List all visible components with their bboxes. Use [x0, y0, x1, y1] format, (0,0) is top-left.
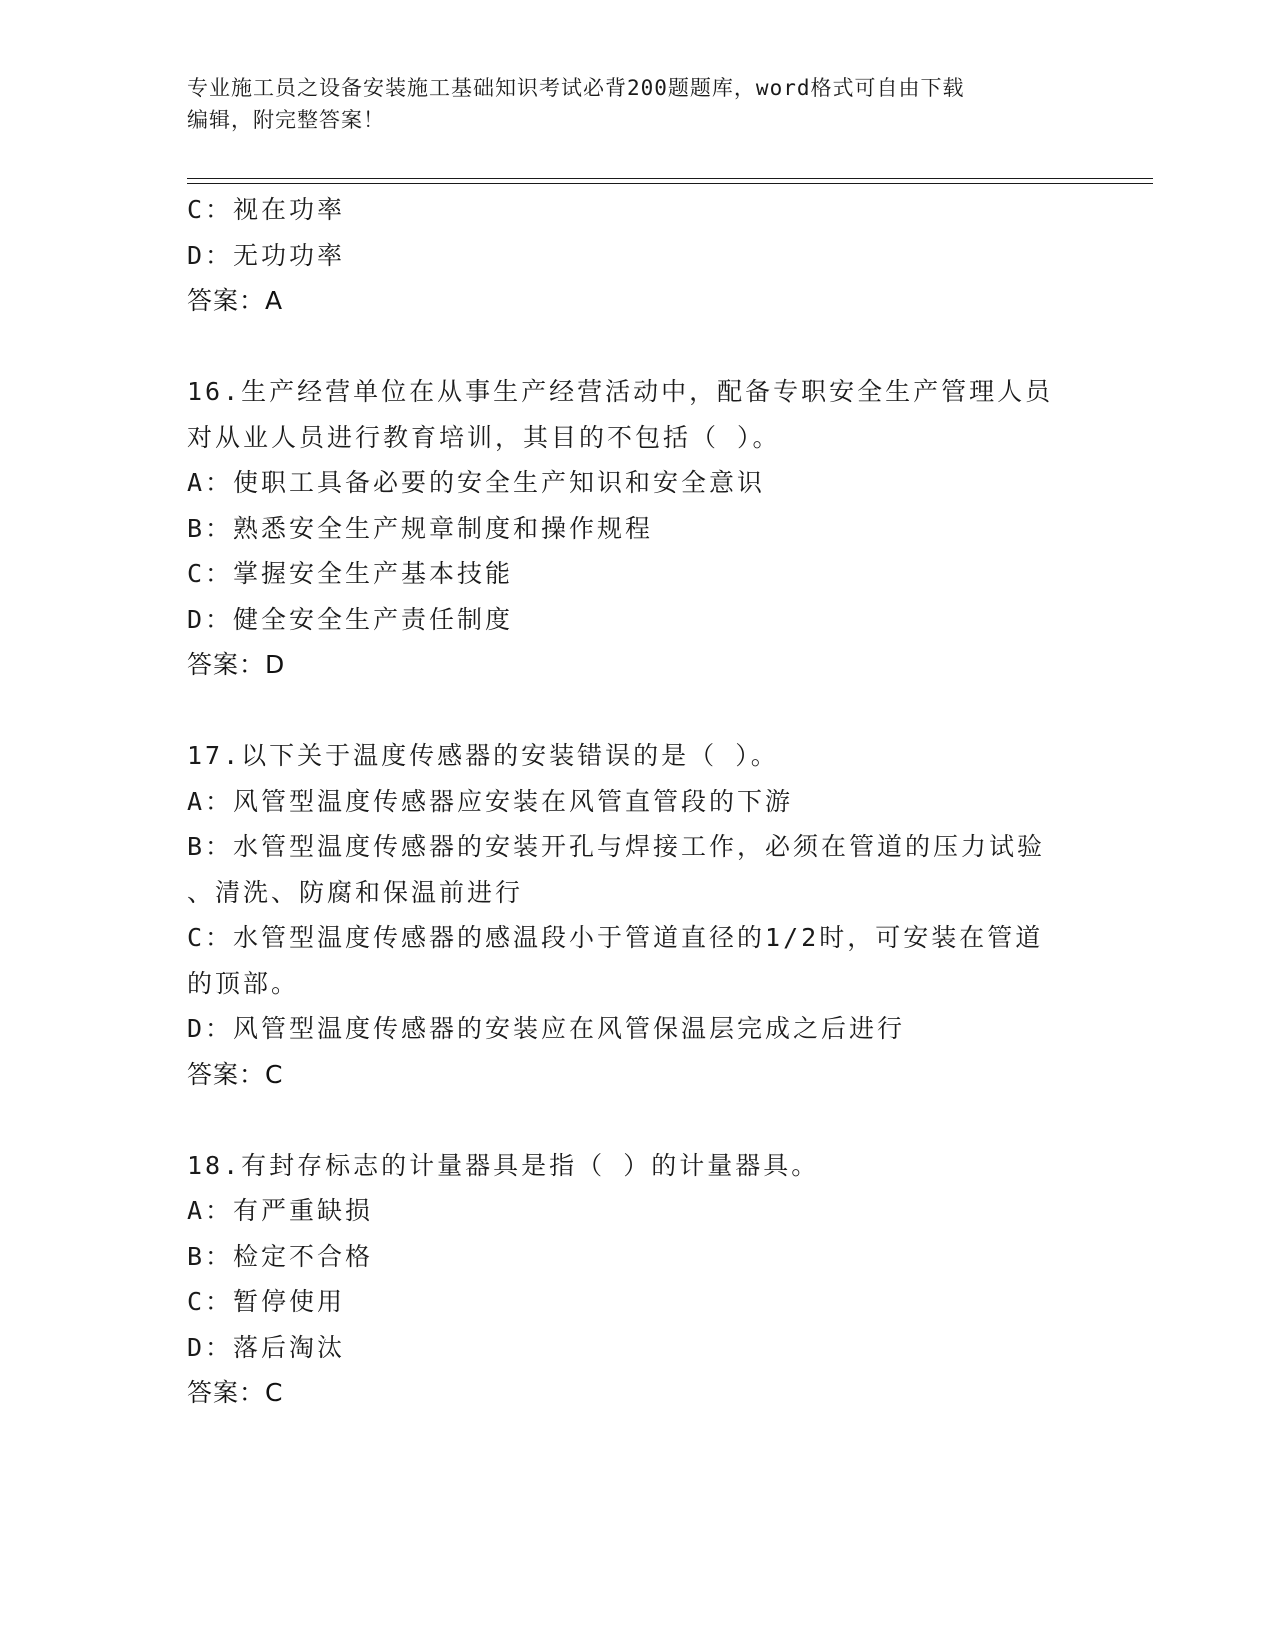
option-b-continued: 、清洗、防腐和保温前进行: [187, 877, 524, 907]
document-header: [187, 72, 1067, 136]
answer: 答案：C: [187, 1059, 284, 1089]
option-b: B：检定不合格: [187, 1241, 374, 1271]
option-c: C：视在功率: [187, 195, 346, 224]
option-d: D：落后淘汰: [187, 1332, 346, 1362]
question-15-tail: [187, 187, 1087, 324]
answer: 答案：A: [187, 286, 284, 315]
question-17: [187, 733, 1087, 1097]
header-divider-top: [187, 178, 1153, 179]
question-list: [187, 187, 1087, 1416]
spacer: [187, 1097, 1087, 1143]
spacer: [187, 688, 1087, 734]
header-line-2: 编辑，附完整答案！: [187, 108, 385, 132]
answer: 答案：D: [187, 650, 286, 679]
question-stem: 16.生产经营单位在从事生产经营活动中，配备专职安全生产管理人员: [187, 377, 1054, 406]
question-stem: 18.有封存标志的计量器具是指（ ）的计量器具。: [187, 1150, 820, 1180]
question-stem: 17.以下关于温度传感器的安装错误的是（ ）。: [187, 741, 779, 770]
option-c: C：暂停使用: [187, 1287, 346, 1316]
answer: 答案：C: [187, 1378, 284, 1407]
option-a: A：有严重缺损: [187, 1196, 374, 1225]
option-b: B：熟悉安全生产规章制度和操作规程: [187, 513, 654, 543]
option-d: D：无功功率: [187, 240, 346, 270]
option-b: B：水管型温度传感器的安装开孔与焊接工作，必须在管道的压力试验: [187, 832, 1046, 861]
spacer: [187, 324, 1087, 370]
option-c: C：水管型温度传感器的感温段小于管道直径的1/2时，可安装在管道: [187, 923, 1044, 952]
header-line-1: 专业施工员之设备安装施工基础知识考试必背200题题库，word格式可自由下载: [187, 76, 965, 100]
question-18: [187, 1143, 1087, 1416]
option-a: A：使职工具备必要的安全生产知识和安全意识: [187, 468, 766, 497]
header-divider-bottom: [187, 183, 1153, 184]
option-c: C：掌握安全生产基本技能: [187, 559, 514, 588]
option-a: A：风管型温度传感器应安装在风管直管段的下游: [187, 786, 794, 816]
option-c-continued: 的顶部。: [187, 968, 300, 998]
option-d: D：健全安全生产责任制度: [187, 604, 514, 634]
question-16: [187, 369, 1087, 688]
question-stem-continued: 对从业人员进行教育培训，其目的不包括（ ）。: [187, 422, 781, 452]
option-d: D：风管型温度传感器的安装应在风管保温层完成之后进行: [187, 1014, 906, 1043]
